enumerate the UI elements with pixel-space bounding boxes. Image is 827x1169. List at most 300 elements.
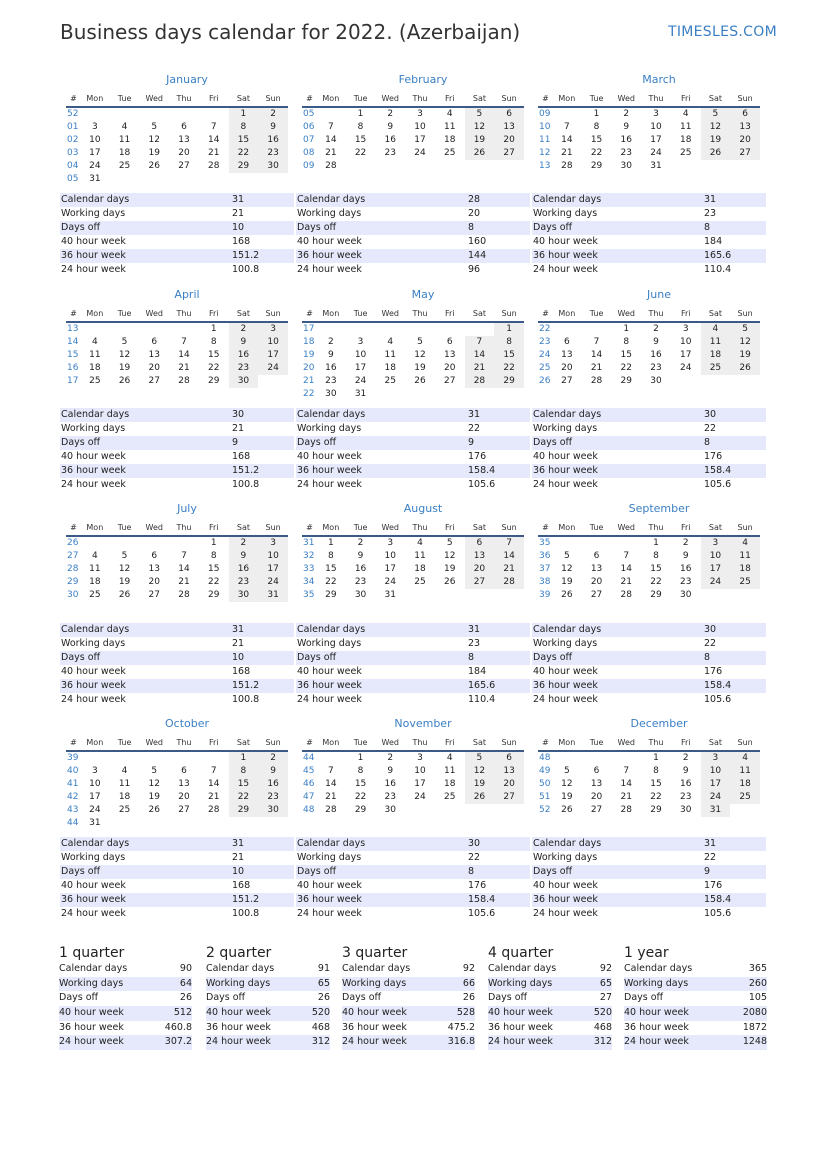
- day-cell[interactable]: 5: [121, 337, 128, 347]
- weekend-day[interactable]: 5: [465, 752, 495, 765]
- day-cell[interactable]: 12: [443, 551, 456, 561]
- weekend-day[interactable]: 28: [494, 576, 524, 589]
- day-cell[interactable]: 19: [561, 577, 573, 587]
- weekend-day[interactable]: 16: [258, 134, 288, 147]
- day-cell[interactable]: 28: [620, 805, 632, 815]
- weekend-day[interactable]: 5: [730, 323, 760, 336]
- day-cell[interactable]: 18: [118, 792, 131, 802]
- weekend-day[interactable]: 4: [730, 752, 760, 765]
- weekend-day[interactable]: 25: [730, 576, 760, 589]
- weekend-day[interactable]: 13: [465, 550, 495, 563]
- weekend-day[interactable]: 8: [229, 765, 259, 778]
- day-cell[interactable]: 19: [443, 564, 456, 574]
- day-cell[interactable]: 21: [178, 577, 190, 587]
- day-cell[interactable]: 24: [414, 792, 426, 802]
- day-cell[interactable]: 17: [650, 135, 662, 145]
- day-cell[interactable]: 27: [178, 161, 190, 171]
- day-cell[interactable]: 16: [679, 779, 692, 789]
- day-cell[interactable]: 23: [679, 792, 692, 802]
- weekend-day[interactable]: 26: [730, 362, 760, 375]
- weekend-day[interactable]: 24: [258, 362, 288, 375]
- day-cell[interactable]: 21: [207, 792, 220, 802]
- day-cell[interactable]: 6: [593, 766, 600, 776]
- day-cell[interactable]: 9: [357, 551, 364, 561]
- weekend-day[interactable]: 1: [229, 108, 259, 121]
- weekend-day[interactable]: 29: [229, 804, 259, 817]
- day-cell[interactable]: 10: [89, 779, 101, 789]
- day-cell[interactable]: 3: [417, 109, 423, 119]
- day-cell[interactable]: 15: [650, 779, 662, 789]
- day-cell[interactable]: 12: [561, 564, 573, 574]
- weekend-day[interactable]: 26: [701, 147, 731, 160]
- day-cell[interactable]: 15: [650, 564, 662, 574]
- day-cell[interactable]: 19: [561, 792, 573, 802]
- day-cell[interactable]: 11: [414, 551, 426, 561]
- day-cell[interactable]: 18: [89, 363, 101, 373]
- day-cell[interactable]: 5: [446, 538, 453, 548]
- day-cell[interactable]: 25: [89, 590, 101, 600]
- day-cell[interactable]: 21: [561, 148, 573, 158]
- day-cell[interactable]: 16: [384, 135, 396, 145]
- day-cell[interactable]: 25: [679, 148, 692, 158]
- weekend-day[interactable]: 4: [730, 537, 760, 550]
- day-cell[interactable]: 11: [89, 564, 101, 574]
- weekend-day[interactable]: 1: [229, 752, 259, 765]
- day-cell[interactable]: 4: [446, 753, 453, 763]
- weekend-day[interactable]: 16: [258, 778, 288, 791]
- day-cell[interactable]: 5: [121, 551, 128, 561]
- day-cell[interactable]: 13: [590, 564, 603, 574]
- day-cell[interactable]: 14: [207, 135, 220, 145]
- day-cell[interactable]: 27: [561, 376, 573, 386]
- day-cell[interactable]: 2: [357, 538, 364, 548]
- weekend-day[interactable]: 7: [465, 336, 495, 349]
- day-cell[interactable]: 11: [443, 122, 456, 132]
- day-cell[interactable]: 11: [384, 350, 396, 360]
- day-cell[interactable]: 14: [590, 350, 603, 360]
- weekend-day[interactable]: 17: [258, 563, 288, 576]
- weekend-day[interactable]: 19: [730, 349, 760, 362]
- day-cell[interactable]: 7: [623, 551, 630, 561]
- day-cell[interactable]: 17: [89, 148, 101, 158]
- day-cell[interactable]: 28: [590, 376, 603, 386]
- day-cell[interactable]: 25: [384, 376, 396, 386]
- day-cell[interactable]: 20: [443, 363, 456, 373]
- day-cell[interactable]: 9: [387, 766, 394, 776]
- day-cell[interactable]: 6: [151, 551, 158, 561]
- weekend-day[interactable]: 7: [494, 537, 524, 550]
- day-cell[interactable]: 1: [653, 538, 659, 548]
- day-cell[interactable]: 21: [325, 792, 337, 802]
- day-cell[interactable]: 22: [650, 792, 662, 802]
- weekend-day[interactable]: 26: [465, 791, 495, 804]
- day-cell[interactable]: 4: [91, 551, 98, 561]
- day-cell[interactable]: 1: [653, 753, 659, 763]
- day-cell[interactable]: 31: [384, 590, 396, 600]
- weekend-day[interactable]: 15: [229, 134, 259, 147]
- day-cell[interactable]: 15: [207, 350, 220, 360]
- day-cell[interactable]: 22: [354, 148, 367, 158]
- day-cell[interactable]: 19: [118, 363, 131, 373]
- weekend-day[interactable]: 25: [701, 362, 731, 375]
- day-cell[interactable]: 22: [620, 363, 632, 373]
- day-cell[interactable]: 24: [384, 577, 396, 587]
- weekend-day[interactable]: 8: [229, 121, 259, 134]
- day-cell[interactable]: 10: [384, 551, 396, 561]
- weekend-day[interactable]: 19: [465, 134, 495, 147]
- day-cell[interactable]: 1: [357, 753, 364, 763]
- weekend-day[interactable]: 31: [258, 589, 288, 602]
- day-cell[interactable]: 8: [593, 122, 600, 132]
- day-cell[interactable]: 20: [590, 577, 603, 587]
- day-cell[interactable]: 25: [89, 376, 101, 386]
- weekend-day[interactable]: 20: [730, 134, 760, 147]
- day-cell[interactable]: 1: [623, 324, 630, 334]
- day-cell[interactable]: 12: [148, 135, 160, 145]
- day-cell[interactable]: 18: [443, 135, 456, 145]
- day-cell[interactable]: 9: [623, 122, 630, 132]
- weekend-day[interactable]: 5: [465, 108, 495, 121]
- weekend-day[interactable]: 3: [258, 537, 288, 550]
- day-cell[interactable]: 2: [387, 109, 394, 119]
- weekend-day[interactable]: 10: [258, 336, 288, 349]
- weekend-day[interactable]: 23: [258, 147, 288, 160]
- weekend-day[interactable]: 2: [258, 108, 288, 121]
- day-cell[interactable]: 7: [593, 337, 600, 347]
- day-cell[interactable]: 6: [563, 337, 570, 347]
- day-cell[interactable]: 16: [679, 564, 692, 574]
- weekend-day[interactable]: 24: [701, 576, 731, 589]
- day-cell[interactable]: 8: [653, 766, 659, 776]
- weekend-day[interactable]: 11: [701, 336, 731, 349]
- day-cell[interactable]: 30: [354, 590, 367, 600]
- day-cell[interactable]: 30: [650, 376, 662, 386]
- day-cell[interactable]: 14: [325, 779, 337, 789]
- day-cell[interactable]: 2: [327, 337, 334, 347]
- day-cell[interactable]: 26: [118, 376, 131, 386]
- day-cell[interactable]: 15: [325, 564, 337, 574]
- day-cell[interactable]: 11: [679, 122, 692, 132]
- day-cell[interactable]: 4: [121, 766, 128, 776]
- weekend-day[interactable]: 6: [494, 108, 524, 121]
- day-cell[interactable]: 25: [414, 577, 426, 587]
- weekend-day[interactable]: 4: [701, 323, 731, 336]
- day-cell[interactable]: 17: [414, 135, 426, 145]
- weekend-day[interactable]: 9: [258, 765, 288, 778]
- day-cell[interactable]: 2: [682, 753, 689, 763]
- day-cell[interactable]: 2: [623, 109, 630, 119]
- day-cell[interactable]: 27: [148, 590, 160, 600]
- weekend-day[interactable]: 23: [258, 791, 288, 804]
- weekend-day[interactable]: 27: [730, 147, 760, 160]
- day-cell[interactable]: 2: [387, 753, 394, 763]
- day-cell[interactable]: 31: [650, 161, 662, 171]
- day-cell[interactable]: 13: [178, 135, 190, 145]
- weekend-day[interactable]: 15: [494, 349, 524, 362]
- day-cell[interactable]: 30: [620, 161, 632, 171]
- weekend-day[interactable]: 3: [258, 323, 288, 336]
- day-cell[interactable]: 12: [561, 779, 573, 789]
- day-cell[interactable]: 14: [620, 564, 632, 574]
- day-cell[interactable]: 19: [414, 363, 426, 373]
- weekend-day[interactable]: 30: [258, 804, 288, 817]
- day-cell[interactable]: 28: [178, 590, 190, 600]
- day-cell[interactable]: 19: [118, 577, 131, 587]
- day-cell[interactable]: 7: [210, 122, 217, 132]
- day-cell[interactable]: 24: [414, 148, 426, 158]
- weekend-day[interactable]: 6: [730, 108, 760, 121]
- day-cell[interactable]: 17: [414, 779, 426, 789]
- day-cell[interactable]: 20: [178, 148, 190, 158]
- weekend-day[interactable]: 31: [701, 804, 731, 817]
- day-cell[interactable]: 10: [414, 766, 426, 776]
- weekend-day[interactable]: 20: [465, 563, 495, 576]
- weekend-day[interactable]: 30: [229, 589, 259, 602]
- day-cell[interactable]: 17: [384, 564, 396, 574]
- day-cell[interactable]: 23: [384, 792, 396, 802]
- day-cell[interactable]: 20: [590, 792, 603, 802]
- weekend-day[interactable]: 11: [730, 550, 760, 563]
- day-cell[interactable]: 16: [384, 779, 396, 789]
- weekend-day[interactable]: 14: [494, 550, 524, 563]
- day-cell[interactable]: 22: [325, 577, 337, 587]
- weekend-day[interactable]: 19: [701, 134, 731, 147]
- day-cell[interactable]: 20: [148, 363, 160, 373]
- day-cell[interactable]: 10: [354, 350, 367, 360]
- day-cell[interactable]: 31: [89, 174, 101, 184]
- day-cell[interactable]: 7: [181, 551, 187, 561]
- day-cell[interactable]: 30: [679, 805, 692, 815]
- day-cell[interactable]: 19: [148, 148, 160, 158]
- day-cell[interactable]: 26: [414, 376, 426, 386]
- weekend-day[interactable]: 9: [229, 336, 259, 349]
- weekend-day[interactable]: 10: [258, 550, 288, 563]
- day-cell[interactable]: 21: [325, 148, 337, 158]
- day-cell[interactable]: 21: [207, 148, 220, 158]
- day-cell[interactable]: 5: [563, 551, 570, 561]
- weekend-day[interactable]: 10: [701, 550, 731, 563]
- day-cell[interactable]: 20: [178, 792, 190, 802]
- weekend-day[interactable]: 8: [494, 336, 524, 349]
- weekend-day[interactable]: 11: [730, 765, 760, 778]
- weekend-day[interactable]: 27: [494, 791, 524, 804]
- day-cell[interactable]: 23: [620, 148, 632, 158]
- day-cell[interactable]: 26: [148, 161, 160, 171]
- day-cell[interactable]: 29: [650, 805, 662, 815]
- day-cell[interactable]: 12: [118, 564, 131, 574]
- weekend-day[interactable]: 1: [494, 323, 524, 336]
- weekend-day[interactable]: 25: [730, 791, 760, 804]
- day-cell[interactable]: 19: [148, 792, 160, 802]
- weekend-day[interactable]: 15: [229, 778, 259, 791]
- day-cell[interactable]: 18: [118, 148, 131, 158]
- weekend-day[interactable]: 22: [494, 362, 524, 375]
- day-cell[interactable]: 9: [653, 337, 659, 347]
- day-cell[interactable]: 14: [178, 350, 190, 360]
- day-cell[interactable]: 1: [357, 109, 364, 119]
- weekend-day[interactable]: 23: [229, 576, 259, 589]
- day-cell[interactable]: 7: [563, 122, 570, 132]
- day-cell[interactable]: 15: [354, 135, 367, 145]
- day-cell[interactable]: 13: [178, 779, 190, 789]
- day-cell[interactable]: 4: [387, 337, 394, 347]
- weekend-day[interactable]: 9: [229, 550, 259, 563]
- day-cell[interactable]: 28: [178, 376, 190, 386]
- day-cell[interactable]: 18: [414, 564, 426, 574]
- day-cell[interactable]: 21: [590, 363, 603, 373]
- day-cell[interactable]: 20: [148, 577, 160, 587]
- day-cell[interactable]: 14: [178, 564, 190, 574]
- day-cell[interactable]: 5: [151, 122, 158, 132]
- weekend-day[interactable]: 13: [494, 121, 524, 134]
- day-cell[interactable]: 31: [89, 818, 101, 828]
- weekend-day[interactable]: 13: [730, 121, 760, 134]
- day-cell[interactable]: 7: [327, 766, 334, 776]
- day-cell[interactable]: 30: [384, 805, 396, 815]
- day-cell[interactable]: 16: [620, 135, 632, 145]
- weekend-day[interactable]: 14: [465, 349, 495, 362]
- weekend-day[interactable]: 17: [258, 349, 288, 362]
- weekend-day[interactable]: 24: [701, 791, 731, 804]
- day-cell[interactable]: 3: [653, 109, 659, 119]
- day-cell[interactable]: 6: [151, 337, 158, 347]
- day-cell[interactable]: 2: [653, 324, 659, 334]
- day-cell[interactable]: 5: [417, 337, 423, 347]
- weekend-day[interactable]: 6: [465, 537, 495, 550]
- day-cell[interactable]: 25: [443, 792, 456, 802]
- day-cell[interactable]: 22: [354, 792, 367, 802]
- day-cell[interactable]: 7: [623, 766, 630, 776]
- weekend-day[interactable]: 18: [730, 778, 760, 791]
- day-cell[interactable]: 23: [679, 577, 692, 587]
- day-cell[interactable]: 9: [387, 122, 394, 132]
- day-cell[interactable]: 28: [325, 161, 337, 171]
- weekend-day[interactable]: 28: [465, 375, 495, 388]
- day-cell[interactable]: 2: [682, 538, 689, 548]
- day-cell[interactable]: 27: [590, 805, 603, 815]
- day-cell[interactable]: 10: [414, 122, 426, 132]
- day-cell[interactable]: 29: [620, 376, 632, 386]
- day-cell[interactable]: 6: [593, 551, 600, 561]
- day-cell[interactable]: 27: [178, 805, 190, 815]
- day-cell[interactable]: 6: [181, 766, 187, 776]
- day-cell[interactable]: 24: [89, 161, 101, 171]
- day-cell[interactable]: 22: [650, 577, 662, 587]
- weekend-day[interactable]: 2: [229, 323, 259, 336]
- weekend-day[interactable]: 12: [730, 336, 760, 349]
- weekend-day[interactable]: 27: [465, 576, 495, 589]
- weekend-day[interactable]: 13: [494, 765, 524, 778]
- day-cell[interactable]: 9: [682, 766, 689, 776]
- day-cell[interactable]: 14: [325, 135, 337, 145]
- day-cell[interactable]: 28: [325, 805, 337, 815]
- day-cell[interactable]: 3: [91, 766, 98, 776]
- day-cell[interactable]: 6: [446, 337, 453, 347]
- day-cell[interactable]: 3: [417, 753, 423, 763]
- day-cell[interactable]: 4: [121, 122, 128, 132]
- day-cell[interactable]: 1: [210, 324, 217, 334]
- day-cell[interactable]: 1: [327, 538, 334, 548]
- day-cell[interactable]: 26: [561, 590, 573, 600]
- day-cell[interactable]: 29: [325, 590, 337, 600]
- day-cell[interactable]: 25: [118, 805, 131, 815]
- day-cell[interactable]: 14: [620, 779, 632, 789]
- day-cell[interactable]: 21: [178, 363, 190, 373]
- day-cell[interactable]: 1: [593, 109, 600, 119]
- day-cell[interactable]: 15: [207, 564, 220, 574]
- day-cell[interactable]: 1: [210, 538, 217, 548]
- weekend-day[interactable]: 22: [229, 791, 259, 804]
- day-cell[interactable]: 30: [325, 389, 337, 399]
- day-cell[interactable]: 6: [181, 122, 187, 132]
- day-cell[interactable]: 3: [357, 337, 364, 347]
- day-cell[interactable]: 29: [590, 161, 603, 171]
- day-cell[interactable]: 28: [207, 161, 220, 171]
- day-cell[interactable]: 24: [89, 805, 101, 815]
- day-cell[interactable]: 11: [443, 766, 456, 776]
- day-cell[interactable]: 7: [210, 766, 217, 776]
- day-cell[interactable]: 29: [650, 590, 662, 600]
- day-cell[interactable]: 22: [590, 148, 603, 158]
- day-cell[interactable]: 7: [181, 337, 187, 347]
- day-cell[interactable]: 18: [443, 779, 456, 789]
- day-cell[interactable]: 9: [682, 551, 689, 561]
- day-cell[interactable]: 5: [563, 766, 570, 776]
- day-cell[interactable]: 18: [384, 363, 396, 373]
- weekend-day[interactable]: 17: [701, 563, 731, 576]
- weekend-day[interactable]: 26: [465, 147, 495, 160]
- weekend-day[interactable]: 2: [258, 752, 288, 765]
- day-cell[interactable]: 3: [682, 324, 689, 334]
- day-cell[interactable]: 15: [590, 135, 603, 145]
- weekend-day[interactable]: 29: [494, 375, 524, 388]
- day-cell[interactable]: 22: [207, 363, 220, 373]
- weekend-day[interactable]: 16: [229, 349, 259, 362]
- day-cell[interactable]: 4: [446, 109, 453, 119]
- weekend-day[interactable]: 10: [701, 765, 731, 778]
- day-cell[interactable]: 29: [354, 805, 367, 815]
- day-cell[interactable]: 31: [354, 389, 367, 399]
- day-cell[interactable]: 15: [620, 350, 632, 360]
- weekend-day[interactable]: 30: [229, 375, 259, 388]
- day-cell[interactable]: 5: [151, 766, 158, 776]
- day-cell[interactable]: 8: [357, 122, 364, 132]
- day-cell[interactable]: 22: [207, 577, 220, 587]
- day-cell[interactable]: 13: [561, 350, 573, 360]
- day-cell[interactable]: 25: [443, 148, 456, 158]
- day-cell[interactable]: 27: [590, 590, 603, 600]
- weekend-day[interactable]: 16: [229, 563, 259, 576]
- weekend-day[interactable]: 21: [465, 362, 495, 375]
- day-cell[interactable]: 18: [679, 135, 692, 145]
- day-cell[interactable]: 21: [620, 577, 632, 587]
- weekend-day[interactable]: 6: [494, 752, 524, 765]
- weekend-day[interactable]: 18: [730, 563, 760, 576]
- day-cell[interactable]: 26: [118, 590, 131, 600]
- day-cell[interactable]: 24: [354, 376, 367, 386]
- day-cell[interactable]: 10: [89, 135, 101, 145]
- day-cell[interactable]: 11: [118, 135, 131, 145]
- day-cell[interactable]: 16: [650, 350, 662, 360]
- day-cell[interactable]: 15: [354, 779, 367, 789]
- day-cell[interactable]: 12: [414, 350, 426, 360]
- weekend-day[interactable]: 17: [701, 778, 731, 791]
- day-cell[interactable]: 17: [679, 350, 692, 360]
- weekend-day[interactable]: 2: [229, 537, 259, 550]
- day-cell[interactable]: 23: [650, 363, 662, 373]
- day-cell[interactable]: 13: [148, 564, 160, 574]
- day-cell[interactable]: 4: [682, 109, 689, 119]
